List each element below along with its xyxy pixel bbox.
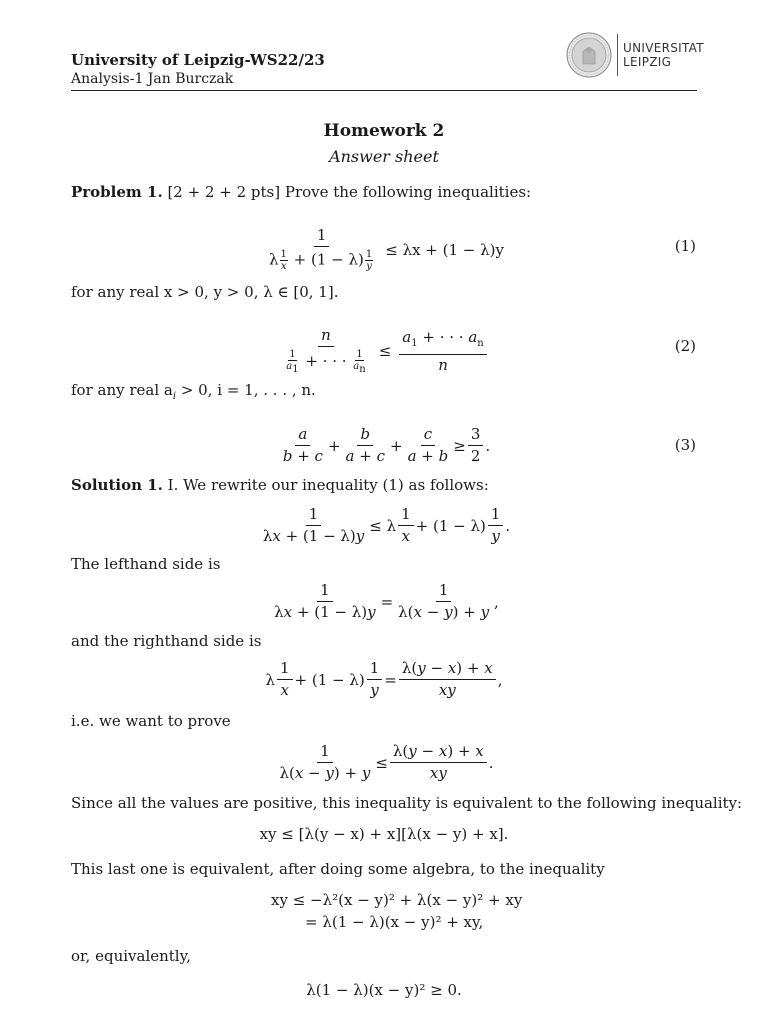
solution-label: Solution 1. — [71, 476, 163, 494]
solution-rewrite-equation: $\frac{1}{\lambda x + (1 - \lambda)y}$ ≤ λ $\frac{1}{x}$ + (1 − λ) $\frac{1}{y}$ . — [262, 505, 511, 545]
algebra-text: This last one is equivalent, after doing some algebra, to the inequality — [71, 860, 605, 878]
eq1-number: (1) — [674, 237, 696, 255]
positive-text: Since all the values are positive, this inequality is equivalent to the following inequality: — [71, 794, 743, 812]
want-equation: $\frac{1}{\lambda(x - y) + y}$ ≤ $\frac{\lambda(y - x) + x}{xy}$ . — [279, 742, 494, 782]
logo-text-line2: LEIPZIG — [623, 55, 672, 69]
eq1-rhs: ≤ λx + (1 − λ)y — [385, 240, 504, 259]
logo-divider — [617, 34, 618, 76]
equation-2: n $\frac{1}{a_1}$ + · · · $\frac{1}{a_n}$ ≤ $\frac{a_1 + \cdot \cdot \cdot a_n}{n}$ — [0, 326, 768, 375]
solution-intro: Solution 1. I. We rewrite our inequality (1) as follows: — [71, 476, 489, 494]
logo-text-line1: UNIVERSITAT — [623, 41, 704, 55]
header-course: Analysis-1 Jan Burczak — [71, 71, 234, 87]
header-rule — [71, 90, 697, 91]
equiv-text: or, equivalently, — [71, 947, 191, 965]
rhs-text: and the righthand side is — [71, 632, 262, 650]
eq3-number: (3) — [674, 436, 696, 454]
university-seal-icon — [566, 32, 612, 78]
product-inequality: xy ≤ [λ(y − x) + x][λ(x − y) + x]. — [259, 825, 509, 843]
problem-statement — [71, 183, 531, 201]
lhs-equation: $\frac{1}{\lambda x + (1 - \lambda)y}$ = $\frac{1}{\lambda(x - y) + y}$ , — [274, 581, 499, 621]
problem-label: Problem 1. — [71, 183, 163, 201]
header-university: University of Leipzig-WS22/23 — [71, 51, 325, 69]
problem-text: [2 + 2 + 2 pts] Prove the following inequalities: — [167, 183, 532, 201]
want-text: i.e. we want to prove — [71, 712, 231, 730]
equation-1: 1 λ $\frac{1}{x}$ + (1 − λ) $\frac{1}{y}$ ≤ λx + (1 − λ)y — [269, 226, 504, 272]
eq2-condition: for any real $a_i > 0$, i = 1, . . . , n. — [71, 381, 316, 402]
algebra-line-2: = λ(1 − λ)(x − y)² + xy, — [305, 913, 484, 931]
algebra-line-1: xy ≤ −λ²(x − y)² + λ(x − y)² + xy — [271, 891, 523, 909]
eq1-condition: for any real x > 0, y > 0, λ ∈ [0, 1]. — [71, 283, 339, 301]
rhs-equation: λ $\frac{1}{x}$ + (1 − λ) $\frac{1}{y}$ = $\frac{\lambda(y - x) + x}{xy}$ , — [265, 659, 503, 699]
page-title: Homework 2 — [323, 121, 445, 141]
eq2-number: (2) — [674, 337, 696, 355]
final-inequality: λ(1 − λ)(x − y)² ≥ 0. — [306, 981, 462, 999]
equation-3: $\frac{a}{b + c}$ + $\frac{b}{a + c}$ + $\frac{c}{a + b}$ ≥ $\frac{3}{2}$ . — [282, 425, 491, 465]
lhs-text: The lefthand side is — [71, 555, 221, 573]
page-subtitle: Answer sheet — [329, 147, 439, 166]
